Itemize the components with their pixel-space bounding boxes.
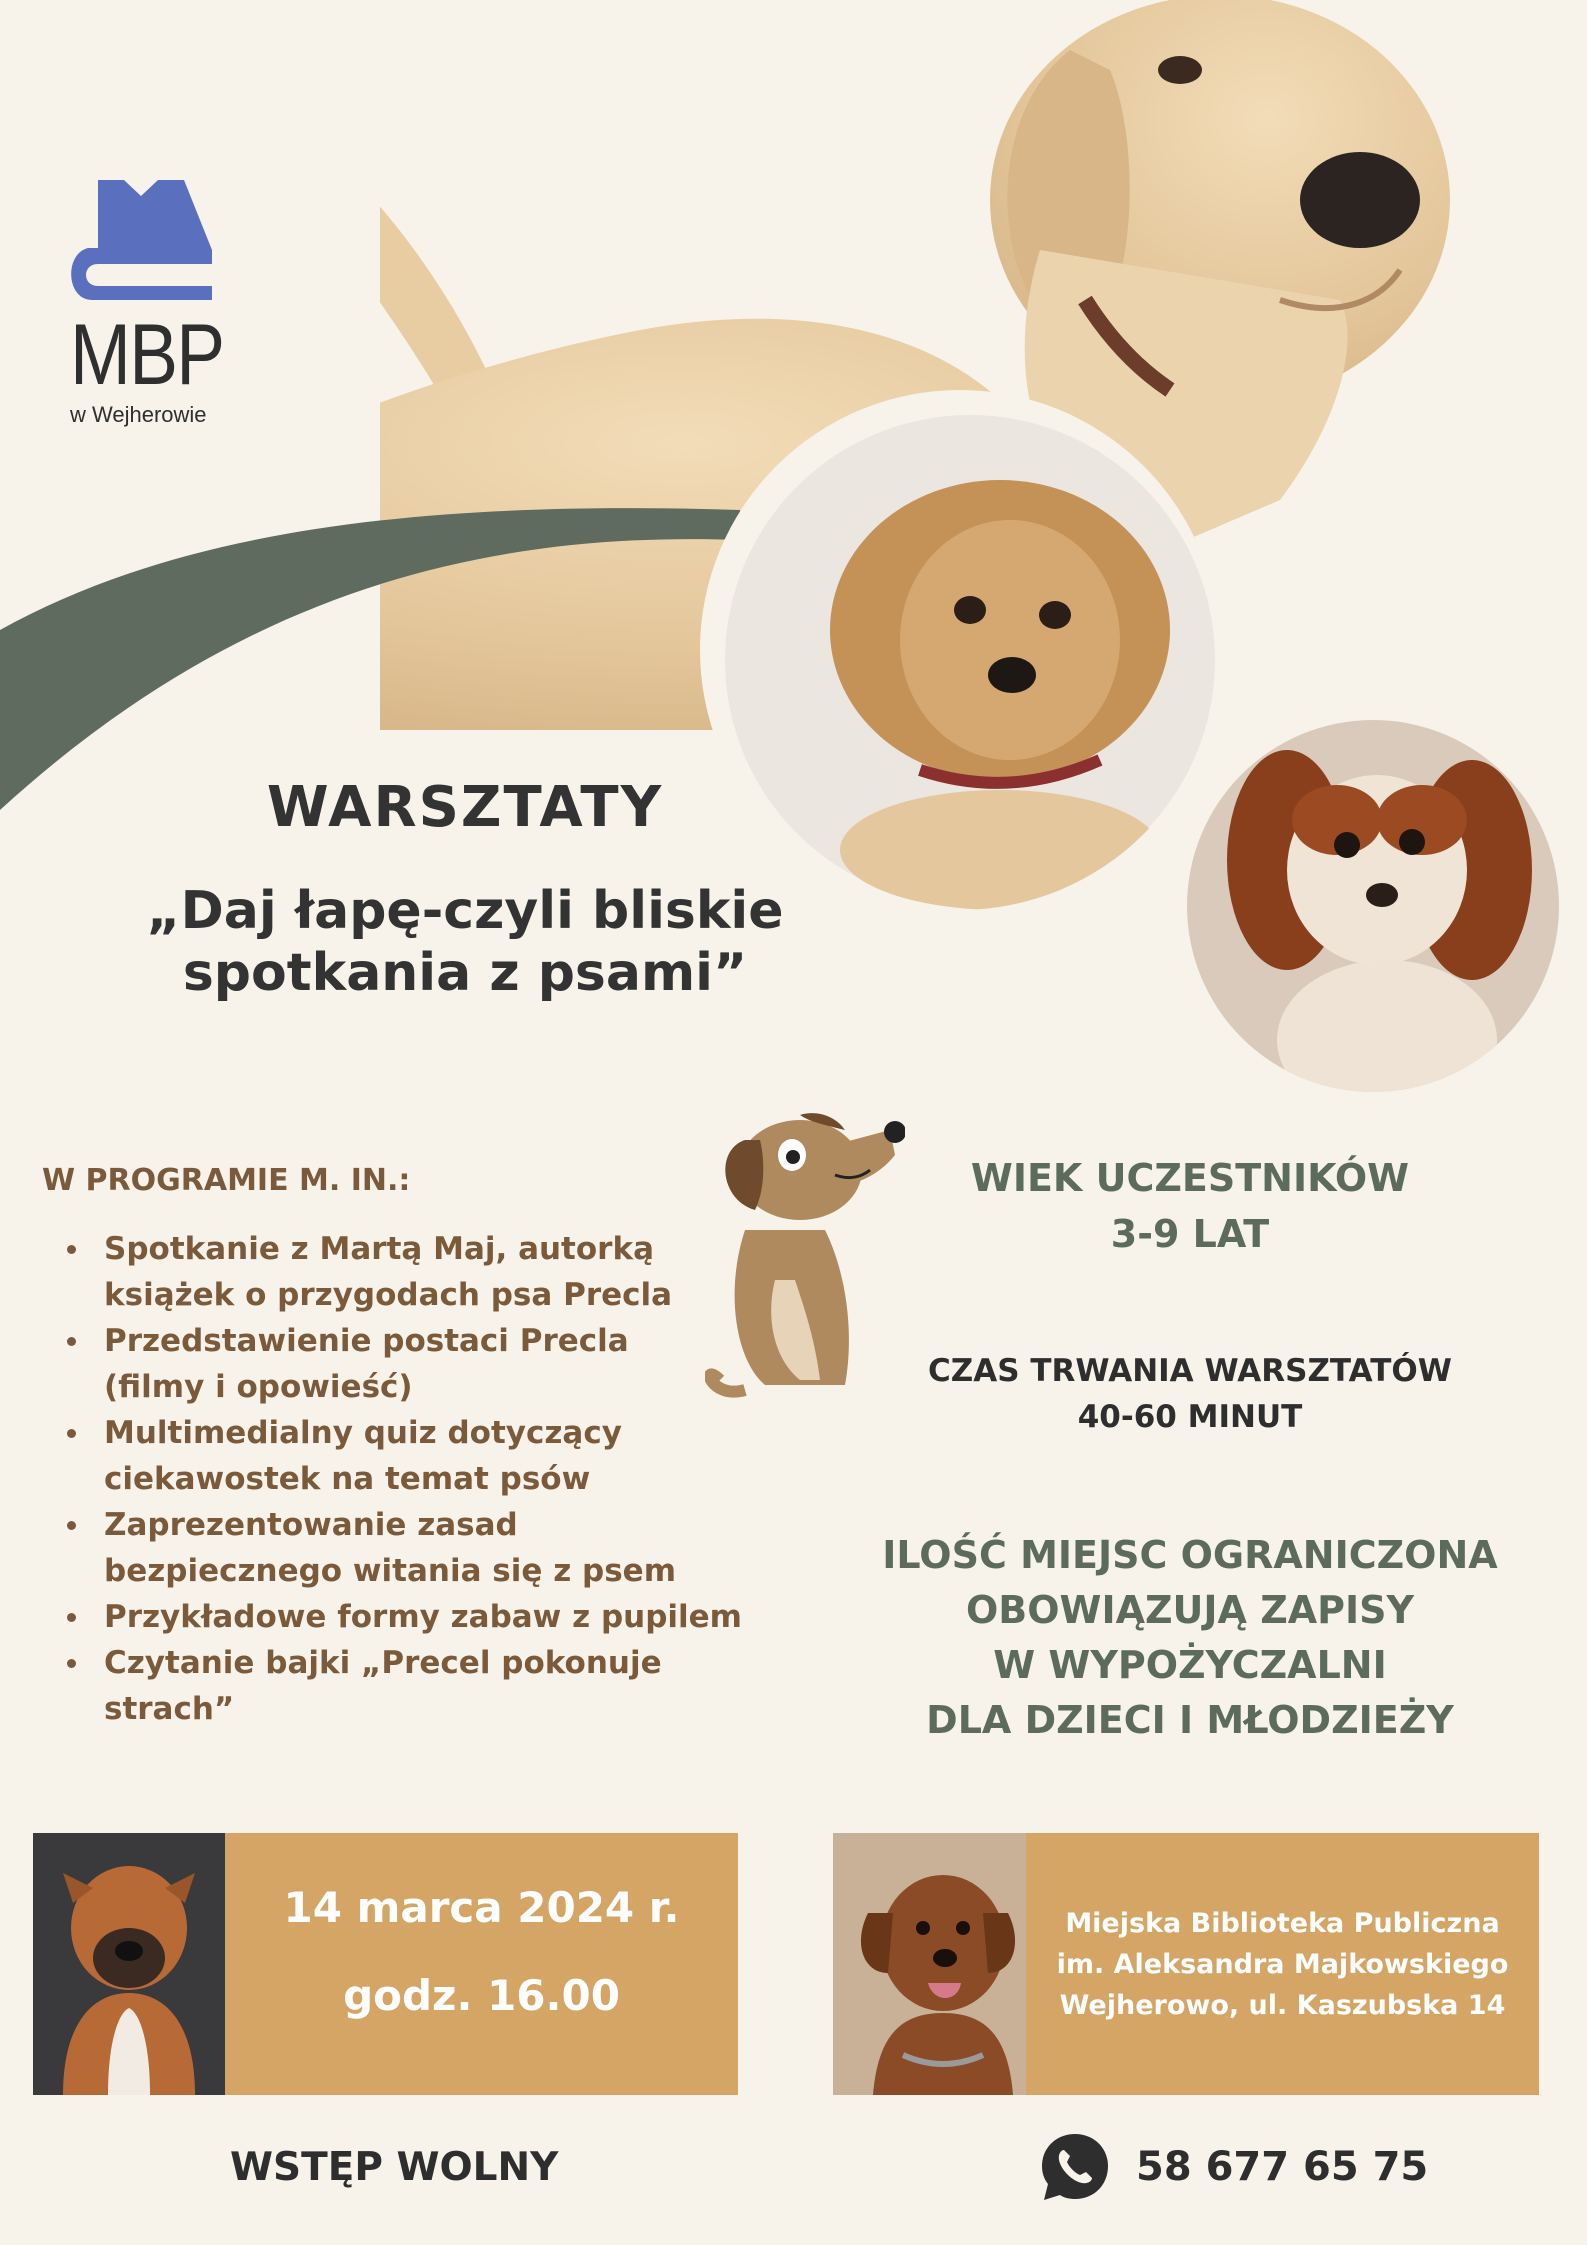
workshop-kicker: WARSZTATY <box>266 775 664 840</box>
program-item: Multimedialny quiz dotyczący ciekawostek na temat psów <box>64 1410 742 1502</box>
logo-abbreviation: MBP <box>70 307 224 403</box>
program-list <box>64 1226 742 1732</box>
event-date: 14 marca 2024 r. <box>283 1883 680 1932</box>
free-entry: WSTĘP WOLNY <box>230 2145 559 2190</box>
age-value: 3-9 LAT <box>1110 1212 1270 1256</box>
duration-label: CZAS TRWANIA WARSZTATÓW <box>928 1353 1452 1389</box>
venue-line3: Wejherowo, ul. Kaszubska 14 <box>1059 1989 1506 2021</box>
program-item: Przykładowe formy zabaw z pupilem <box>64 1594 742 1640</box>
book-logo-icon <box>70 180 212 302</box>
yorkie-photo <box>700 390 1220 910</box>
date-box <box>225 1833 738 2095</box>
decorative-swoosh <box>0 490 760 820</box>
workshop-title-line1: „Daj łapę-czyli bliskie <box>146 881 784 941</box>
program-heading: W PROGRAMIE M. IN.: <box>42 1163 411 1198</box>
cavalier-photo <box>1187 720 1559 1092</box>
participant-age <box>880 1150 1500 1262</box>
registration-notice: ILOŚĆ MIEJSC OGRANICZONA OBOWIĄZUJĄ ZAPISY W WYPOŻYCZALNI DLA DZIECI I MŁODZIEŻY <box>882 1533 1498 1742</box>
date-card <box>33 1833 738 2095</box>
library-logo <box>70 180 224 428</box>
program-item: Spotkanie z Martą Maj, autorką książek o przygodach psa Precla <box>64 1226 742 1318</box>
phone-number: 58 677 65 75 <box>1136 2144 1429 2190</box>
cavalier-photo-frame <box>1187 720 1559 1092</box>
age-label: WIEK UCZESTNIKÓW <box>970 1156 1410 1200</box>
brown-dog-photo <box>833 1833 1026 2095</box>
duration-value: 40-60 MINUT <box>1077 1399 1303 1435</box>
program-section <box>42 1163 742 1732</box>
phone-contact <box>1040 2132 1428 2202</box>
program-item: Przedstawienie postaci Precla (filmy i opowieść) <box>64 1318 742 1410</box>
phone-icon <box>1040 2132 1110 2202</box>
logo-subtitle: w Wejherowie <box>70 402 207 427</box>
workshop-title <box>80 880 850 1004</box>
workshop-title-line2: spotkania z psami” <box>182 943 748 1003</box>
venue-line2: im. Aleksandra Majkowskiego <box>1056 1948 1509 1980</box>
venue-line1: Miejska Biblioteka Publiczna <box>1065 1907 1500 1939</box>
program-item: Czytanie bajki „Precel pokonuje strach” <box>64 1640 742 1732</box>
workshop-duration <box>880 1348 1500 1440</box>
boxer-photo <box>33 1833 225 2095</box>
venue-box <box>1026 1833 1539 2095</box>
event-time: godz. 16.00 <box>343 1971 620 2020</box>
program-item: Zaprezentowanie zasad bezpiecznego witania się z psem <box>64 1502 742 1594</box>
yorkie-photo-frame <box>700 390 1220 910</box>
venue-card <box>833 1833 1539 2095</box>
